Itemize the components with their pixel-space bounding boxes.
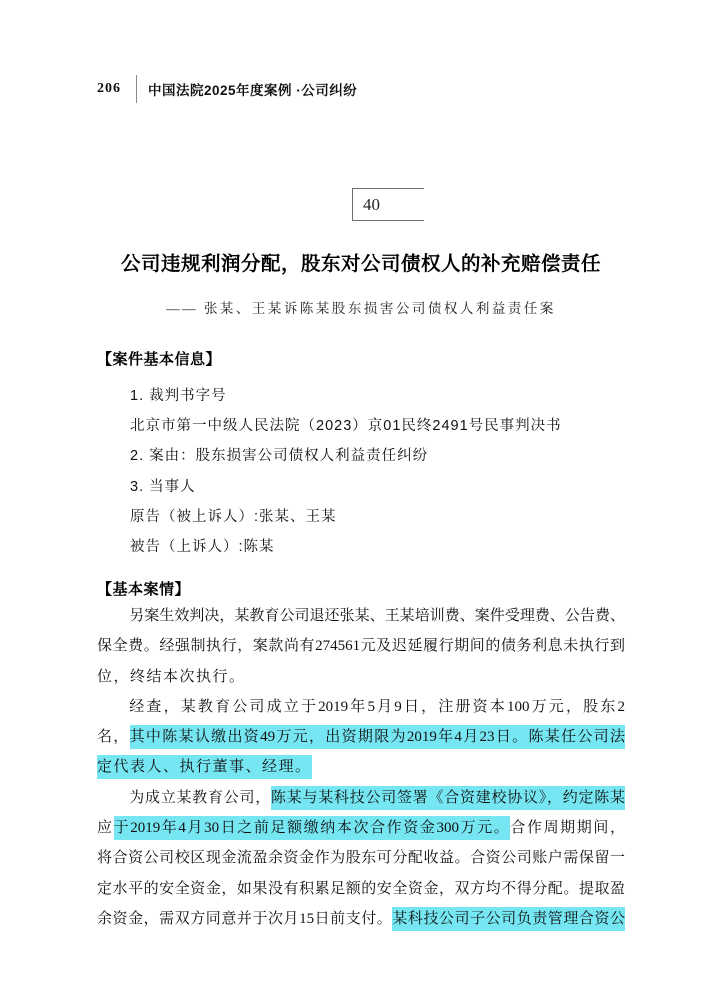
info-item-cause-of-action: 2. 案由：股东损害公司债权人利益责任纠纷 <box>130 448 429 465</box>
case-title: 公司违规利润分配，股东对公司债权人的补充赔偿责任 <box>120 253 601 275</box>
running-head <box>97 74 357 104</box>
body-text: 合作周期期间， <box>510 820 625 837</box>
body-text: 应 <box>97 820 114 837</box>
case-subtitle: —— 张某、王某诉陈某股东损害公司债权人利益责任案 <box>166 301 556 316</box>
highlighted-text: 某科技公司子公司负责管理合资公 <box>392 907 625 931</box>
highlighted-text: 于2019年4月30日之前足额缴纳本次合作资金300万元。 <box>114 816 511 840</box>
body-text: 经查，某教育公司成立于2019年5月9日，注册资本100万元，股东2 <box>129 698 625 715</box>
body-line <box>97 631 625 661</box>
section-heading-basic-info: 【案件基本信息】 <box>97 351 222 368</box>
header-divider <box>136 75 137 103</box>
body-text: 为成立某教育公司， <box>129 789 271 806</box>
body-line <box>97 904 625 934</box>
body-line <box>97 843 625 873</box>
highlighted-text: 其中陈某认缴出资49万元，出资期限为2019年4月23日。陈某任公司法 <box>130 725 625 749</box>
body-text: 名， <box>97 729 130 746</box>
body-line <box>97 813 625 843</box>
basic-info-list <box>130 381 625 562</box>
body-text: 位，终结本次执行。 <box>97 668 246 685</box>
book-title: 中国法院2025年度案例 ·公司纠纷 <box>148 83 358 98</box>
info-item-plaintiffs: 原告（被上诉人）:张某、王某 <box>130 508 337 525</box>
paragraph <box>97 692 625 783</box>
info-item-judgment-number-label: 1. 裁判书字号 <box>130 388 227 404</box>
case-number-box <box>352 188 424 221</box>
section-heading-basic-facts: 【基本案情】 <box>97 581 191 598</box>
info-item-judgment-number-value: 北京市第一中级人民法院（2023）京01民终2491号民事判决书 <box>130 418 562 435</box>
body-line <box>97 601 625 631</box>
body-line <box>97 692 625 722</box>
body-text: 保全费。经强制执行，案款尚有274561元及迟延履行期间的债务利息未执行到 <box>97 638 625 655</box>
case-number: 40 <box>363 194 380 214</box>
highlighted-text: 定代表人、执行董事、经理。 <box>97 755 312 779</box>
paragraph <box>97 783 625 934</box>
body-line <box>97 662 625 692</box>
highlighted-text: 陈某与某科技公司签署《合资建校协议》，约定陈某 <box>271 786 625 810</box>
body-text: 定水平的安全资金，如果没有积累足额的安全资金，双方均不得分配。提取盈 <box>97 880 625 897</box>
page-number: 206 <box>97 81 121 96</box>
body-line <box>97 874 625 904</box>
info-item-defendant: 被告（上诉人）:陈某 <box>130 538 275 555</box>
case-facts-body <box>97 601 625 934</box>
body-text: 余资金，需双方同意并于次月15日前支付。 <box>97 910 393 927</box>
body-line <box>97 752 625 782</box>
paragraph <box>97 601 625 692</box>
info-item-parties-label: 3. 当事人 <box>130 478 196 495</box>
body-line <box>97 722 625 752</box>
body-line <box>97 783 625 813</box>
body-text: 另案生效判决，某教育公司退还张某、王某培训费、案件受理费、公告费、 <box>129 608 625 624</box>
body-text: 将合资公司校区现金流盈余资金作为股东可分配收益。合资公司账户需保留一 <box>97 850 625 867</box>
